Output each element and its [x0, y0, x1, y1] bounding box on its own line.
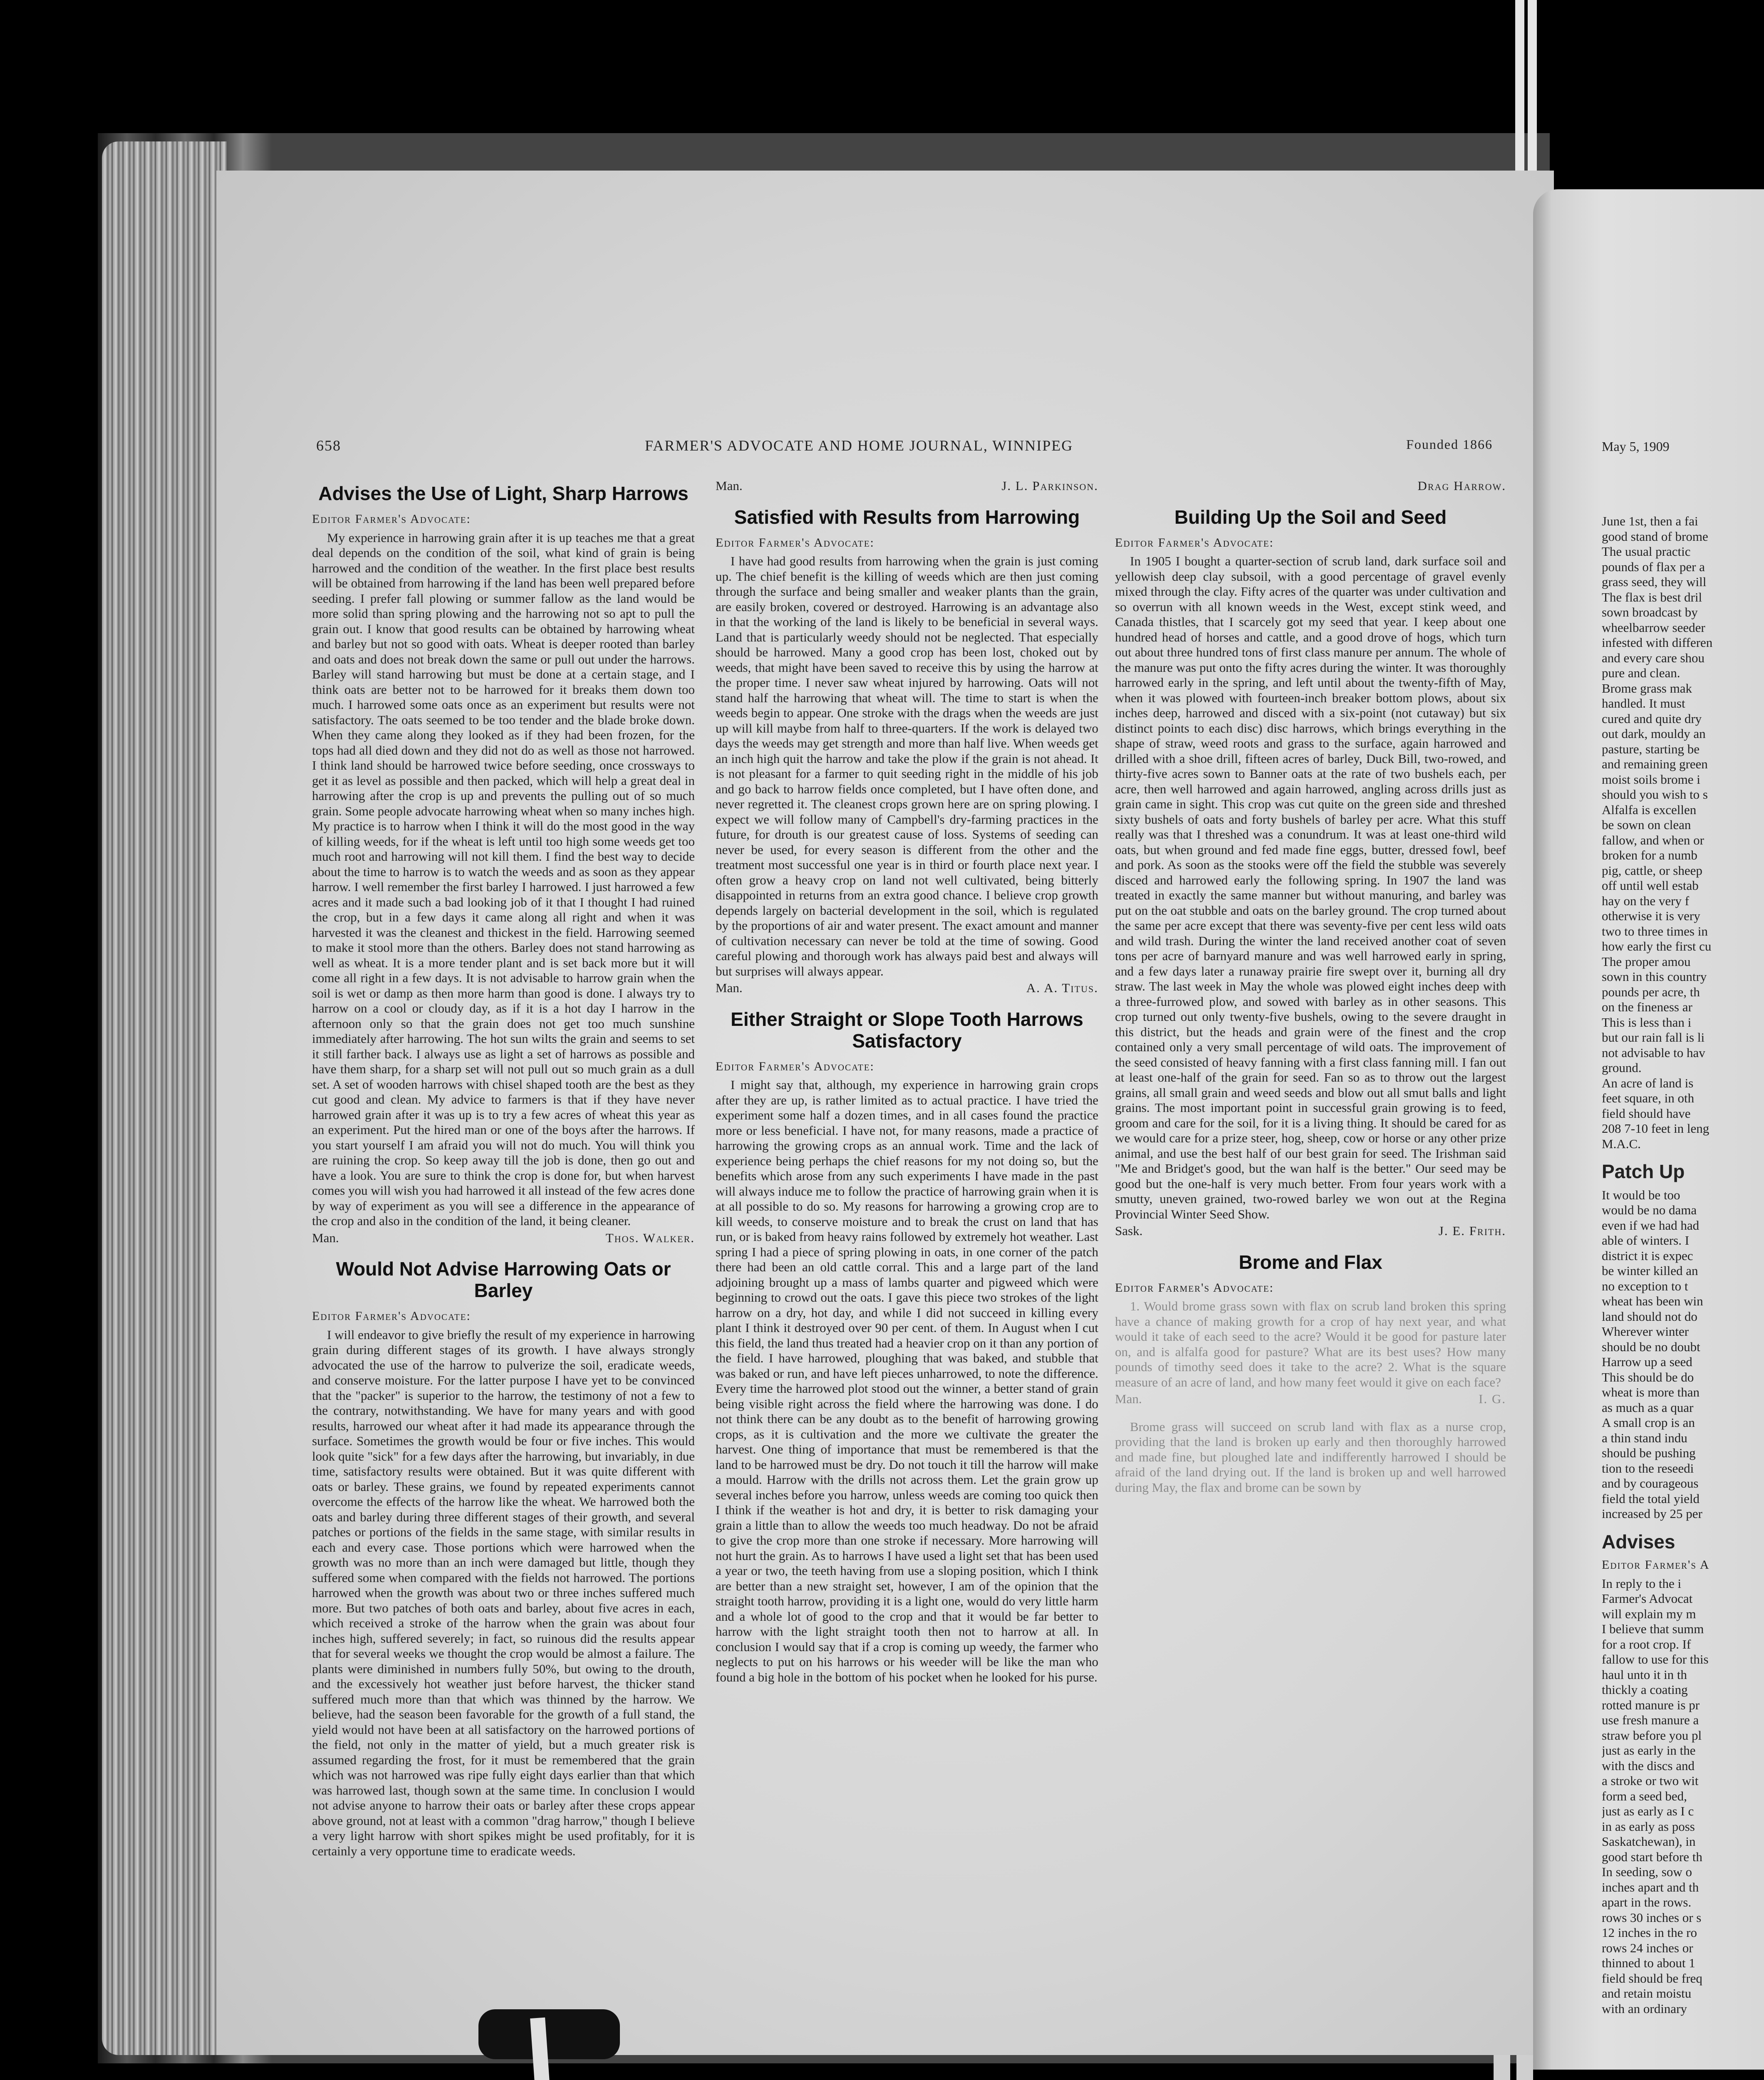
fragment-line: good start before th: [1602, 1849, 1702, 1864]
fragment-line: haul unto it in th: [1602, 1667, 1687, 1682]
fragment-line: The flax is best dril: [1602, 589, 1702, 604]
signature-location: Man.: [1115, 1392, 1142, 1406]
fragment-line: thickly a coating: [1602, 1682, 1688, 1697]
fragment-line: pasture, starting be: [1602, 741, 1700, 756]
editor-line: Editor Farmer's Advocate:: [716, 1059, 875, 1073]
fragment-line: rows 24 inches or: [1602, 1940, 1693, 1955]
fragment-line: in as early as poss: [1602, 1819, 1695, 1834]
signature: [1115, 1392, 1506, 1407]
signature-location: Man.: [716, 981, 743, 995]
fragment-line: tion to the reseedi: [1602, 1461, 1694, 1476]
fragment-line: In seeding, sow o: [1602, 1865, 1692, 1879]
signature-author: Thos. Walker.: [605, 1230, 695, 1245]
fragment-line: infested with differen: [1602, 635, 1713, 650]
signature-author: Drag Harrow.: [1417, 478, 1506, 493]
column-1: [312, 478, 695, 2080]
fragment-line: how early the first cu: [1602, 939, 1712, 953]
fragment-line: pounds of flax per a: [1602, 559, 1705, 574]
signature-author: J. E. Frith.: [1438, 1223, 1506, 1238]
editor-line: Editor Farmer's Advocate:: [312, 1309, 471, 1323]
article-title: Building Up the Soil and Seed: [1174, 506, 1447, 528]
fragment-line: Alfalfa is excellen: [1602, 802, 1697, 817]
fragment-line: increased by 25 per: [1602, 1506, 1702, 1521]
fragment-line: field should have: [1602, 1106, 1691, 1121]
article-title: Advises the Use of Light, Sharp Harrows: [318, 483, 689, 504]
signature-author: I. G.: [1479, 1392, 1506, 1406]
fragment-block: [1602, 1576, 1764, 2017]
column-2: [716, 478, 1098, 2080]
article-body: I will endeavor to give briefly the result of my experience in harrowing grain during different stages of its growth. I have always strongly advocated the use of the harrow to pulverize the soil, eradicate weeds, and conserve moisture. For the latter purpose I have yet to be convinced that the "packer" is superior to the harrow, the testimony of not a few to the contrary, notwithstanding. We have for many years and with good results, harrowed our wheat after it had made its appearance through the surface. Sometimes the growth would be four or five inches. This would look quite "sick" for a few days after the harrowing, but invariably, in due time, satisfactory results were obtained. But it was quite different with oats or barley. These grains, we found by repeated experiments cannot overcome the effects of the harrow like the wheat. We harrowed both the oats and barley during three different stages of their growth, and several patches or portions of the fields in the same stage, with similar results in each and every case. Those portions which were harrowed when the growth was no more than an inch were damaged but little, though they suffered some when compared with the fields not harrowed. The portions harrowed when the growth was about two or three inches suffered much more. But two patches of both oats and barley, about five acres in each, which received a stroke of the harrow when the grain was about four inches high, suffered severely; in fact, so ruinous did the results appear that for several weeks we thought the crop would be almost a failure. The plants were diminished in numbers fully 50%, but owing to the drouth, and the excessively hot weather just before harvest, the thicker stand suffered much more than that which was thinned by the harrow. We believe, had the season been favorable for the growth of a full stand, the yield would not have been at all satisfactory on the harrowed portions of the field, not only in the matter of yield, but a much greater risk is assumed regarding the frost, for it must be remembered that the grain which was not harrowed was ripe fully eight days earlier than that which was harrowed last, though sown at the same time. In conclusion I would not advise anyone to harrow their oats or barley after these crops appear above ground, not at least with a common "drag harrow," though I believe a very light harrow with short spikes might be used profitably, for it is certainly a very opportune time to eradicate weeds.: [312, 1327, 695, 1858]
fragment-line: rotted manure is pr: [1602, 1697, 1700, 1712]
article-title: Either Straight or Slope Tooth Harrows Satisfactory: [731, 1008, 1083, 1052]
fragment-line: would be no dama: [1602, 1203, 1697, 1217]
fragment-line: but our rain fall is li: [1602, 1030, 1705, 1045]
fragment-line: use fresh manure a: [1602, 1713, 1699, 1727]
signature: [716, 478, 1098, 494]
founded-note: Founded 1866: [1406, 437, 1493, 452]
fragment-line: a thin stand indu: [1602, 1430, 1687, 1445]
fragment-line: good stand of brome: [1602, 529, 1708, 544]
fragment-heading: Advises: [1602, 1530, 1675, 1553]
fragment-line: field should be freq: [1602, 1971, 1702, 1986]
article-body: I have had good results from harrowing when the grain is just coming up. The chief benefit is the killing of weeds which are then just coming through the surface and being smaller and weaker plants than the grain, are easily broken, covered or destroyed. Harrowing is an advantage also in that the working of the land is likely to be beneficial in several ways. Land that is particularly weedy should not be neglected. That especially should be harrowed. Many a good crop has been lost, choked out by weeds, that might have been saved to receive this by using the harrow at the proper time. I never saw wheat injured by harrowing. Oats will not stand half the harrowing that wheat will. The time to start is when the weeds begin to appear. One stroke with the drags when the weeds are just up will kill maybe from half to three-quarters. If the work is delayed two days the weeds may get strength and more than half live. When weeds get an inch high quit the harrow and take the plow if the grain is not ahead. It is not pleasant for a farmer to quit seeding right in the middle of his job and go back to harrow fields once completed, but I have often done, and never regretted it. The cleanest crops grown here are on spring plowing. I expect we will follow many of Campbell's dry-farming practices in the future, for drouth is our greatest cause of loss. Systems of seeding can never be used, for every season is different from the other and the treatment most successful one year is in third or fourth place next year. I often grow a heavy crop on land not well cultivated, being bitterly disappointed in returns from an extra good chance. I believe crop growth depends largely on bacterial development in the soil, which is regulated by the proportions of air and water present. The exact amount and manner of cultivation necessary can never be told at the time of sowing. Good careful plowing and thorough work has always paid best and always will but surprises will always appear.: [716, 554, 1098, 978]
fragment-line: just as early as I c: [1602, 1804, 1694, 1818]
fragment-line: and remaining green: [1602, 757, 1708, 771]
signature-location: Sask.: [1115, 1223, 1143, 1238]
fragment-line: for a root crop. If: [1602, 1637, 1691, 1652]
fragment-line: handled. It must: [1602, 696, 1685, 711]
fragment-line: moist soils brome i: [1602, 772, 1700, 787]
signature-author: J. L. Parkinson.: [1001, 478, 1098, 493]
fragment-line: otherwise it is very: [1602, 909, 1700, 923]
fragment-line: land should not do: [1602, 1309, 1697, 1324]
fragment-block: [1602, 514, 1764, 1151]
fragment-line: district it is expec: [1602, 1248, 1693, 1263]
fragment-line: 208 7-10 feet in leng: [1602, 1121, 1709, 1136]
fragment-heading: Patch Up: [1602, 1161, 1685, 1182]
fragment-line: with an ordinary: [1602, 2001, 1687, 2016]
binding-bar: [1494, 2055, 1510, 2080]
fragment-line: and retain moistu: [1602, 1986, 1692, 2001]
fragment-line: inches apart and th: [1602, 1879, 1699, 1894]
fragment-block: [1602, 1188, 1764, 1522]
fragment-line: and every care shou: [1602, 650, 1705, 665]
right-page-date: May 5, 1909: [1602, 439, 1670, 454]
fragment-line: Farmer's Advocat: [1602, 1591, 1693, 1606]
fragment-line: rows 30 inches or s: [1602, 1910, 1702, 1925]
right-column-fragment: [1602, 514, 1764, 2053]
article-body: In 1905 I bought a quarter-section of scrub land, dark surface soil and yellowish deep clay subsoil, with a good percentage of gravel evenly mixed through the clay. Fifty acres of the quarter was under cultivation and so overrun with all known weeds in the West, except stink weed, and Canada thistles, that I scarcely got my seed that year. I keep about one hundred head of horses and cattle, and a good drove of hogs, which turn out about three hundred tons of first class manure per annum. The whole of the manure was put onto the fifty acres during the winter. It was thoroughly harrowed early in the spring, and left until about the twenty-fifth of May, when it was plowed with fourteen-inch breaker bottom plows, about six inches deep, harrowed and disced with a six-point (not cutaway) but six distinct points to each disc) disc harrows, which brings everything in the shape of straw, weed roots and grass to the surface, again harrowed and drilled with a shoe drill, fifteen acres of barley, Duck Bill, two-rowed, and thirty-five acres sown to Banner oats at the rate of two bushels each, per acre, then well harrowed and again harrowed, angling across drills just as grain came in sight. This crop was cut quite on the green side and threshed sixty bushels of oats and forty bushels of barley per acre. What this stuff really was that I threshed was a conundrum. It was at least one-third wild oats, but when ground and fed made fine eggs, butter, dressed fowl, beef and pork. As soon as the stooks were off the field the stubble was severely disced and harrowed early the following spring. In 1907 the land was treated in exactly the same manner but without manuring, and barley was put on the oat stubble and oats on the barley ground. The crop turned about the same per acre except that there was seventy-five per cent less wild oats and wild trash. During the winter the land received another coat of seven tons per acre of barnyard manure and was well harrowed early in spring, and a few days later a runaway prairie fire swept over it, burning all dry straw. The last week in May the whole was plowed eight inches deep with a three-furrowed plow, and sowed with barley as in other seasons. This crop turned out only twenty-five bushels, owing to the severe draught in this district, but the heads and grain were of the finest and the crop contained only a very small percentage of wild oats. The improvement of the seed consisted of heavy fanning with a first class fanning mill. I fan out at least one-half of the grain for seed. Fan so as to throw out the largest grains, all small grain and weed seeds and blow out all smut balls and light grains. The most important point in successful grain growing is to feed, groom and care for the soil, for it is a living thing. It should be cared for as we would care for a prize steer, hog, sheep, cow or horse or any other prize animal, and use the best half of our best grain for seed. The Irishman said "Me and Bridget's good, but the wan half is the better." Our seed may be good but the one-half is very much better. From four years work with a smutty, uneven grained, two-rowed barley we won out at the Regina Provincial Winter Seed Show.: [1115, 554, 1506, 1221]
fragment-line: Harrow up a seed: [1602, 1354, 1692, 1369]
fragment-line: In reply to the i: [1602, 1576, 1682, 1591]
signature-location: Man.: [716, 478, 743, 493]
editor-line: Editor Farmer's A: [1602, 1558, 1710, 1572]
fragment-line: out dark, mouldy an: [1602, 726, 1706, 741]
editor-line: Editor Farmer's Advocate:: [312, 512, 471, 526]
binding-strip-left: [1515, 0, 1524, 183]
fragment-line: This should be do: [1602, 1369, 1694, 1384]
fragment-line: as much as a quar: [1602, 1400, 1694, 1415]
fragment-line: 12 inches in the ro: [1602, 1925, 1697, 1940]
fragment-line: a stroke or two wit: [1602, 1773, 1699, 1788]
fragment-line: not advisable to hav: [1602, 1045, 1705, 1060]
fragment-line: sown in this country: [1602, 969, 1707, 984]
fragment-line: I believe that summ: [1602, 1622, 1704, 1636]
fragment-line: thinned to about 1: [1602, 1956, 1695, 1970]
fragment-line: pure and clean.: [1602, 666, 1680, 680]
editor-line: Editor Farmer's Advocate:: [716, 535, 875, 550]
fragment-line: sown broadcast by: [1602, 605, 1698, 619]
fragment-line: fallow to use for this: [1602, 1652, 1709, 1666]
signature: [1115, 478, 1506, 494]
signature-author: A. A. Titus.: [1026, 981, 1098, 995]
fragment-line: apart in the rows.: [1602, 1895, 1692, 1909]
fragment-line: be winter killed an: [1602, 1263, 1698, 1278]
fragment-line: M.A.C.: [1602, 1136, 1641, 1151]
right-page: [1533, 189, 1764, 2070]
fragment-line: It would be too: [1602, 1187, 1680, 1202]
article-title: Would Not Advise Harrowing Oats or Barley: [336, 1258, 671, 1301]
fragment-line: just as early in the: [1602, 1743, 1696, 1758]
signature-location: Man.: [312, 1230, 339, 1245]
fragment-line: off until well estab: [1602, 878, 1699, 893]
fragment-line: even if we had had: [1602, 1218, 1700, 1233]
fragment-line: The usual practic: [1602, 544, 1691, 559]
fragment-line: will explain my m: [1602, 1606, 1696, 1621]
fragment-line: straw before you pl: [1602, 1728, 1702, 1743]
binding-strip-right: [1528, 0, 1537, 183]
fragment-line: with the discs and: [1602, 1758, 1695, 1773]
fragment-line: June 1st, then a fai: [1602, 514, 1698, 528]
article-body: 1. Would brome grass sown with flax on scrub land broken this spring have a chance of making growth for a crop of hay next year, and what would it take of each seed to the acre? Would it be good for pasture later on, and is alfalfa good for pasture? What are its best uses? How many pounds of timothy seed does it take to the acre? 2. What is the square measure of an acre of land, and how many feet would it give on each face?: [1115, 1299, 1506, 1389]
fragment-line: This is less than i: [1602, 1015, 1692, 1030]
fragment-line: able of winters. I: [1602, 1233, 1690, 1248]
article-title: Brome and Flax: [1239, 1251, 1382, 1273]
column-3: [1115, 478, 1506, 2080]
fragment-line: Saskatchewan), in: [1602, 1834, 1696, 1849]
article-body: I might say that, although, my experience in harrowing grain crops after they are up, is rather limited as to actual practice. I have tried the experiment some half a dozen times, and in all cases found the practice more or less beneficial. I have not, for many reasons, made a practice of harrowing the growing crops as an annual work. Time and the lack of experience being perhaps the chief reasons for my not doing so, but the benefits which arose from any such experiments I have made in the past will always induce me to follow the practice of harrowing grain when it is at all possible to do so. My reasons for harrowing a growing crop are to kill weeds, to conserve moisture and to break the crust on land that has run, or is baked from heavy rains followed by extremely hot weather. Last spring I had a piece of spring plowing in oats, in one corner of the patch there had been an old cattle corral. This and a large part of the land adjoining brought up a mass of lambs quarter and pigweed which were beginning to crowd out the oats. I gave this piece two strokes of the light harrow on a dry, hot day, and while I did not succeed in killing every plant I think it destroyed over 90 per cent. of them. In August when I cut this field, the land thus treated had a heavier crop on it than any portion of the field. I have harrowed, ploughing that was baked, and stubble that was baked or run, and have left pieces unharrowed, to note the difference. Every time the harrowed plot stood out the winner, a better stand of grain being visible right across the field where the harrowing was done. I do not think there can be any doubt as to the benefit of harrowing growing crops, as it is cultivation and the more we cultivate the greater the harvest. One thing of importance that must be remembered is that the land to be harrowed must be dry. Do not touch it till the harrow will make a mould. Harrow with the drills not across them. Let the grain grow up several inches before you harrow, unless weeds are coming too quick then I think if the weather is hot and dry, it is better to risk damaging your grain a little than to allow the weeds too much headway. Do not be afraid to give the crop more than one stroke if necessary. More harrowing will not hurt the grain. As to harrows I have used a light set that has been used a year or two, the teeth having from use a sloping position, which I think are better than a new straight set, however, I am of the opinion that the straight tooth harrow, providing it is a light one, would do very little harm and a whole lot of good to the crop and that it would be far better to harrow with the light straight tooth then not to harrow at all. In conclusion I would say that if a crop is coming up weedy, the farmer who neglects to put on his harrows or his weeder will be like the man who found a big hole in the bottom of his pocket when he looked for his purse.: [716, 1077, 1098, 1684]
fragment-line: should you wish to s: [1602, 787, 1708, 802]
fragment-line: An acre of land is: [1602, 1075, 1694, 1090]
editor-line: Editor Farmer's Advocate:: [1115, 535, 1274, 550]
binding-bar: [1516, 2055, 1533, 2080]
signature: [1115, 1223, 1506, 1239]
fragment-line: ground.: [1602, 1060, 1642, 1075]
fragment-line: form a seed bed,: [1602, 1788, 1687, 1803]
fragment-line: should be pushing: [1602, 1446, 1696, 1460]
article-body: My experience in harrowing grain after it is up teaches me that a great deal depends on the condition of the soil, what kind of grain is being harrowed and the condition of the weather. In the first place best results will be obtained from harrowing if the land has been well prepared before seeding. I prefer fall plowing or summer fallow as the land would be more solid than spring plowing and the harrowing not so apt to pull the grain out. I know that good results can be obtained by harrowing wheat and barley but not so good with oats. Wheat is deeper rooted than barley and oats and does not break down the same or pull out under the harrows. Barley will stand harrowing but must be done at a certain stage, and I think oats are better not to be harrowed for it breaks them down too much. I harrowed some oats once as an experiment but results were not satisfactory. The oats seemed to be too tender and the blade broke down. When they came along they looked as if they had been frozen, for the tops had all died down and they did not do as well as those not harrowed. I think land should be harrowed twice before seeding, once crossways to get it as level as possible and then packed, which will help a great deal in harrowing after the crop is up and prevents the pulling out of so much grain. Some people advocate harrowing wheat when so many inches high. My practice is to harrow when I think it will do the most good in the way of killing weeds, for if the wheat is left until too high some weeds get too much root and harrowing will not kill them. I find the best way to decide about the time to harrow is to watch the weeds and as soon as they appear harrow. I well remember the first barley I harrowed. I just harrowed a few acres and it made such a bad looking job of it that I thought I had ruined the crop, but in a few days it came along all right and when it was harvested it was the cleanest and thickest in the field. Harrowing seemed to make it stool more than the others. Barley does not stand harrowing as well as wheat. It is a more tender plant and is set back more but it will come all right in a few days. It is not advisable to harrow grain when the soil is wet or damp as then more harm than good is done. I always try to harrow on a cool or cloudy day, as if it is a hot day I harrow in the afternoon only so that the grain does not get too much sunshine immediately after harrowing. The hot sun wilts the grain and seems to set it still farther back. I always use as light a set of harrows as possible and have them sharp, for a sharp set will not pull out so much grain as a dull set. A set of wooden harrows with chisel shaped tooth are the best as they cut good and clean. My advice to farmers is that if they have never harrowed grain after it was up is to try a few acres of wheat this year as an experiment. Put the hired man or one of the boys after the harrows. If you start yourself I am afraid you will not do much. You will think you are ruining the crop. So keep away till the job is done, then go out and have a look. You are sure to think the crop is done for, but when harvest comes you will wish you had harrowed it all instead of the few acres done by way of experiment as you will see a difference in the appearance of the crop and also in the condition of the land, it being cleaner.: [312, 530, 695, 1228]
fragment-line: wheelbarrow seeder: [1602, 620, 1705, 635]
fragment-line: Wherever winter: [1602, 1324, 1689, 1339]
fragment-line: be sown on clean: [1602, 817, 1691, 832]
fragment-line: feet square, in oth: [1602, 1091, 1695, 1105]
page-edges: [102, 141, 227, 2055]
fragment-line: on the fineness ar: [1602, 1000, 1692, 1014]
journal-title: FARMER'S ADVOCATE AND HOME JOURNAL, WINNIPEG: [645, 437, 1073, 454]
fragment-line: The proper amou: [1602, 954, 1691, 969]
fragment-line: should be no doubt: [1602, 1339, 1700, 1354]
fragment-line: field the total yield: [1602, 1491, 1700, 1506]
left-page: [216, 171, 1554, 2055]
fragment-line: broken for a numb: [1602, 848, 1697, 862]
fragment-line: cured and quite dry: [1602, 711, 1702, 726]
signature: [312, 1231, 695, 1246]
fragment-line: A small crop is an: [1602, 1415, 1695, 1430]
page-clip-base: [478, 2009, 620, 2059]
fragment-line: wheat is more than: [1602, 1385, 1700, 1399]
fragment-line: hay on the very f: [1602, 893, 1690, 908]
fragment-line: pounds per acre, th: [1602, 984, 1700, 999]
fragment-line: Brome grass mak: [1602, 681, 1692, 696]
signature: [716, 981, 1098, 996]
article-title: Satisfied with Results from Harrowing: [734, 506, 1080, 528]
answer-body: Brome grass will succeed on scrub land with flax as a nurse crop, providing that the land is broken up early and then thoroughly harrowed and made fine, but ploughed late and indifferently harrowed I should be afraid of the land drying out. If the land is broken up and well harrowed during May, the flax and brome can be sown by: [1115, 1419, 1506, 1495]
fragment-line: wheat has been win: [1602, 1294, 1703, 1308]
page-number: 658: [316, 437, 341, 454]
editor-line: Editor Farmer's Advocate:: [1115, 1280, 1274, 1295]
fragment-line: no exception to t: [1602, 1278, 1688, 1293]
fragment-line: grass seed, they will: [1602, 574, 1707, 589]
fragment-line: and by courageous: [1602, 1476, 1699, 1491]
fragment-line: two to three times in: [1602, 924, 1708, 938]
fragment-line: pig, cattle, or sheep: [1602, 863, 1702, 878]
fragment-line: fallow, and when or: [1602, 832, 1704, 847]
